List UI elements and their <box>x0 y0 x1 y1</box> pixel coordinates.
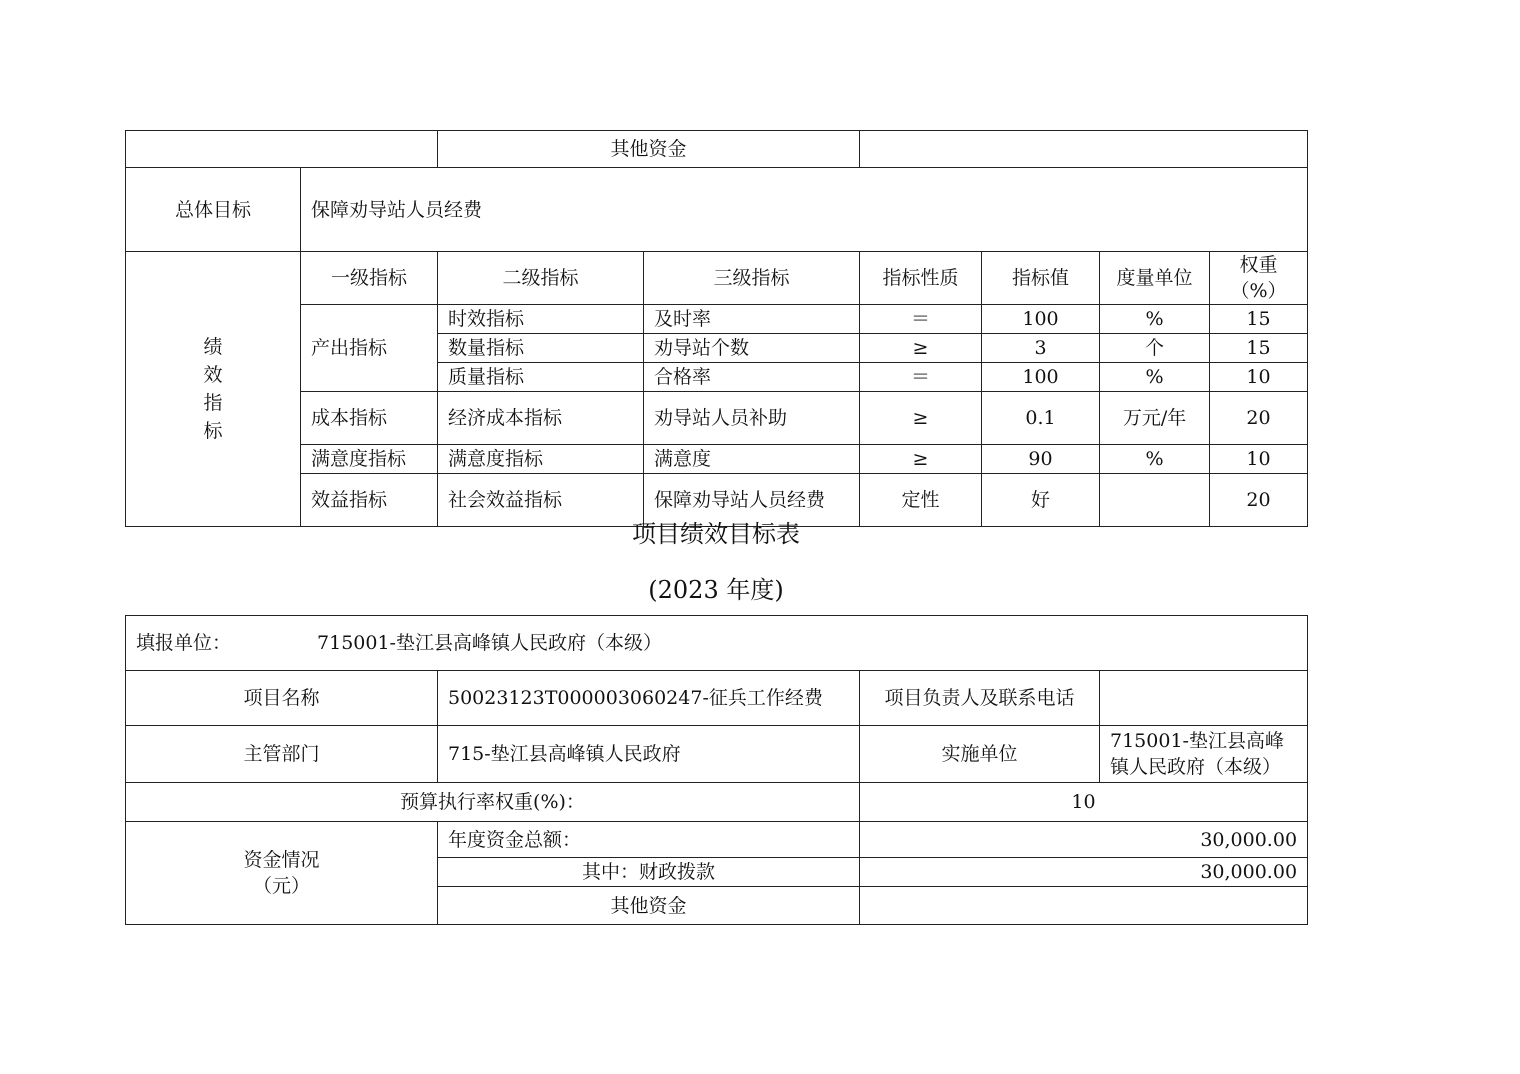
weight-cell: 10 <box>1210 445 1308 474</box>
l3-cell: 保障劝导站人员经费 <box>644 474 860 527</box>
l1-cell: 产出指标 <box>301 305 438 392</box>
reporting-unit <box>126 616 1308 671</box>
fiscal-label: 其中：财政拨款 <box>438 858 860 887</box>
other-funds-value <box>860 131 1308 168</box>
header-weight: 权重（%） <box>1210 252 1308 305</box>
l3-cell: 劝导站个数 <box>644 334 860 363</box>
nature-cell: ≥ <box>860 392 982 445</box>
header-nature: 指标性质 <box>860 252 982 305</box>
other-funds-label: 其他资金 <box>438 887 860 925</box>
unit-value: 715001-垫江县高峰镇人民政府（本级） <box>317 632 662 654</box>
total-value: 30,000.00 <box>860 822 1308 858</box>
table-row <box>126 445 1308 474</box>
blank-cell <box>126 131 438 168</box>
contact-value <box>1100 671 1308 726</box>
dept-row <box>126 726 1308 783</box>
header-row <box>126 252 1308 305</box>
budget-rate-row <box>126 783 1308 822</box>
value-cell: 90 <box>982 445 1100 474</box>
value-cell: 0.1 <box>982 392 1100 445</box>
unit-cell: % <box>1100 445 1210 474</box>
total-label: 年度资金总额： <box>438 822 860 858</box>
budget-rate-value: 10 <box>860 783 1308 822</box>
dept-value: 715-垫江县高峰镇人民政府 <box>438 726 860 783</box>
impl-label: 实施单位 <box>860 726 1100 783</box>
value-cell: 100 <box>982 363 1100 392</box>
l2-cell: 经济成本指标 <box>438 392 644 445</box>
overall-goal-text: 保障劝导站人员经费 <box>301 168 1308 252</box>
header-l1: 一级指标 <box>301 252 438 305</box>
weight-cell: 10 <box>1210 363 1308 392</box>
funds-label <box>126 822 438 925</box>
l3-cell: 及时率 <box>644 305 860 334</box>
unit-row <box>126 616 1308 671</box>
weight-cell: 20 <box>1210 392 1308 445</box>
budget-rate-label: 预算执行率权重(%)： <box>126 783 860 822</box>
table-row <box>126 392 1308 445</box>
perf-char: 指 <box>203 392 223 414</box>
weight-cell: 15 <box>1210 334 1308 363</box>
other-funds-label: 其他资金 <box>438 131 860 168</box>
value-cell: 3 <box>982 334 1100 363</box>
l3-cell: 劝导站人员补助 <box>644 392 860 445</box>
unit-cell: % <box>1100 305 1210 334</box>
overall-goal-label: 总体目标 <box>126 168 301 252</box>
nature-cell: 定性 <box>860 474 982 527</box>
l2-cell: 质量指标 <box>438 363 644 392</box>
nature-cell: ≥ <box>860 445 982 474</box>
funds-unit-text: （元） <box>252 875 310 897</box>
header-value: 指标值 <box>982 252 1100 305</box>
unit-cell: % <box>1100 363 1210 392</box>
perf-indicator-label <box>126 252 301 527</box>
weight-cell: 20 <box>1210 474 1308 527</box>
page-title: 项目绩效目标表 <box>632 520 800 548</box>
perf-char: 绩 <box>203 336 223 358</box>
l3-cell: 合格率 <box>644 363 860 392</box>
project-name-row <box>126 671 1308 726</box>
contact-label: 项目负责人及联系电话 <box>860 671 1100 726</box>
performance-table <box>125 130 1308 527</box>
other-funds-row <box>126 131 1308 168</box>
unit-cell: 个 <box>1100 334 1210 363</box>
page-year: (2023 年度) <box>648 576 784 604</box>
l2-cell: 时效指标 <box>438 305 644 334</box>
table-row <box>126 305 1308 334</box>
value-cell: 100 <box>982 305 1100 334</box>
l3-cell: 满意度 <box>644 445 860 474</box>
value-cell: 好 <box>982 474 1100 527</box>
header-l2: 二级指标 <box>438 252 644 305</box>
funds-label-text: 资金情况 <box>243 849 320 871</box>
dept-label: 主管部门 <box>126 726 438 783</box>
l1-cell: 成本指标 <box>301 392 438 445</box>
nature-cell: ＝ <box>860 363 982 392</box>
project-info-table <box>125 615 1308 925</box>
impl-value: 715001-垫江县高峰镇人民政府（本级） <box>1100 726 1308 783</box>
l2-cell: 满意度指标 <box>438 445 644 474</box>
l2-cell: 数量指标 <box>438 334 644 363</box>
fiscal-value: 30,000.00 <box>860 858 1308 887</box>
weight-cell: 15 <box>1210 305 1308 334</box>
l2-cell: 社会效益指标 <box>438 474 644 527</box>
other-funds-value <box>860 887 1308 925</box>
header-unit: 度量单位 <box>1100 252 1210 305</box>
nature-cell: ＝ <box>860 305 982 334</box>
project-name-label: 项目名称 <box>126 671 438 726</box>
perf-char: 效 <box>203 364 223 386</box>
unit-cell: 万元/年 <box>1100 392 1210 445</box>
overall-goal-row <box>126 168 1308 252</box>
l1-cell: 满意度指标 <box>301 445 438 474</box>
perf-char: 标 <box>203 420 223 442</box>
l1-cell: 效益指标 <box>301 474 438 527</box>
project-name-value: 50023123T000003060247-征兵工作经费 <box>438 671 860 726</box>
nature-cell: ≥ <box>860 334 982 363</box>
unit-label: 填报单位： <box>136 632 232 654</box>
funds-total-row <box>126 822 1308 858</box>
header-l3: 三级指标 <box>644 252 860 305</box>
